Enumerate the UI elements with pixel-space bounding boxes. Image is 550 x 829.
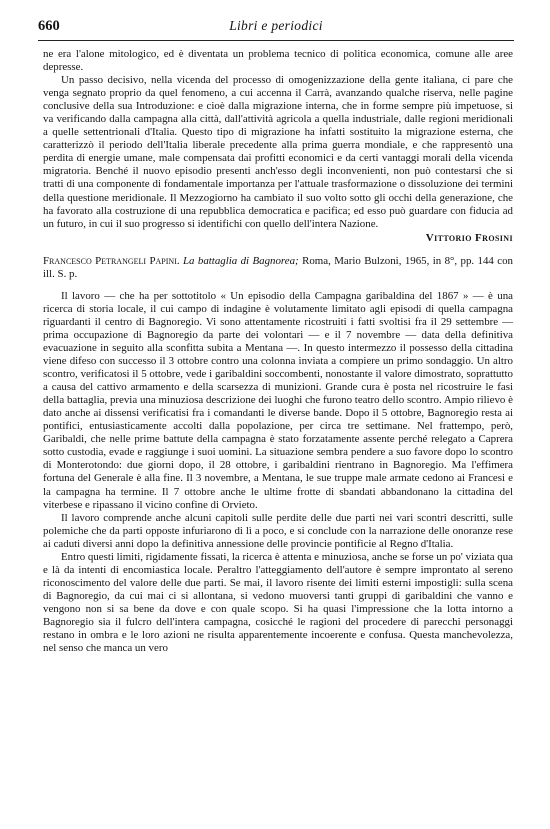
citation-spacer <box>43 281 513 290</box>
review-1-paragraph-2: Un passo decisivo, nella vicenda del processo di omogenizzazione della gente italiana, ci pare che venga segnato proprio da quel fenomeno, a cui accenna il Carrà, avanzando qualche riserva, nelle pagine conclusive della sua Introduzione: e cioè dalla migrazione interna, che in forme sempre più impetuose, si va verificando dalla campagna alla città, dall'attività agricola a quella industriale, dalle regioni meridionali a quelle settentrionali d'Italia. Questo tipo di migrazione ha infatti sostituito la migrazione esterna, che caratterizzò il periodo dell'Italia liberale precedente alla prima guerra mondiale, e che rappresentò una perdita di energie umane, male compensata dai profitti economici e da certi vantaggi morali della vicenda migratoria. Benché il nuovo episodio presenti anch'esso degli inconvenienti, non può contestarsi che si tratti di una componente di fondamentale importanza per l'attuale trasformazione o dissoluzione dei termini della questione meridionale. Il Mezzogiorno ha cambiato il suo volto sotto gli occhi della generazione, che ha favorato alla costruzione di una repubblica democratica e pacifica; ed esso può guardare con fiducia ad un futuro, in cui il suo progresso si identifichi con quello dell'intera Nazione. <box>43 74 513 230</box>
section-spacer <box>43 245 513 255</box>
review-2-paragraph-2: Il lavoro comprende anche alcuni capitoli sulle perdite delle due parti nei vari scontri descritti, sulle polemiche che da parti opposte infuriarono di lì a poco, e si conclude con la narrazione delle onoranze rese ai caduti diversi anni dopo la definitiva annessione delle provincie pontificie al Regno d'Italia. <box>43 511 513 550</box>
review-1 <box>43 48 513 245</box>
review-2-text <box>43 290 513 655</box>
review-1-paragraph-1: ne era l'alone mitologico, ed è diventata un problema tecnico di politica economica, comune alle aree depresse. <box>43 48 513 74</box>
page-header <box>38 18 514 38</box>
running-title: Libri e periodici <box>229 18 323 33</box>
page-number: 660 <box>38 18 60 34</box>
header-rule <box>38 40 514 41</box>
page-body <box>43 48 513 655</box>
review-2-citation <box>43 255 513 281</box>
review-2-paragraph-1: Il lavoro — che ha per sottotitolo « Un episodio della Campagna garibaldina del 1867 » — è una ricerca di storia locale, il cui campo di indagine è volutamente limitato agli episodi di quella campagna riguardanti il centro di Bagnoregio. Vi sono attentamente ricostruiti i fatti svoltisi fra il 29 settembre — prima occupazione di Bagnoregio da parte dei volontari — e il 7 novembre — data della definitiva evacuazione in seguito alla sconfitta subita a Mentana —. In questo intermezzo il possesso della cittadina viene difeso con successo il 3 ottobre contro una colonna inviata a compiere un primo sondaggio. Un altro scontro, verificatosi il 5 ottobre, vede i garibaldini soccombenti, nonostante il valore dimostrato, soprattutto a causa del cattivo armamento e della scarsezza di munizioni. Grande cura è posta nel ricostruire le fasi della battaglia, previa una minuziosa descrizione dei luoghi che furono teatro dello scontro. Ampio rilievo è dato anche ai dissensi verificatisi fra i comandanti le diverse bande. Dopo il 5 ottobre, Bagnoregio resta ai pontifici, entusiasticamente accolti dalla popolazione, per circa tre settimane. Nel frattempo, però, Garibaldi, che nelle prime battute della campagna è stato forzatamente assente perché relegato a Caprera sotto custodia, evade e raggiunge i suoi uomini. La situazione sembra pendere a suo favore dopo lo scontro di Monterotondo: due giorni dopo, il 28 ottobre, i garibaldini rientrano in Bagnoregio. Ma l'effimera fortuna del Generale è alla fine. Il 3 novembre, a Mentana, le sue truppe male armate cedono ai Francesi e la campagna ha termine. Il 7 ottobre anche le ultime frotte di sbandati abbandonano la cittadina del viterbese e ripassano il vicino confine di Orvieto. <box>43 289 513 511</box>
citation-author: Francesco Petrangeli Papini. <box>43 254 180 267</box>
citation-title: La battaglia di Bagnorea; <box>182 254 299 267</box>
review-2-paragraph-3: Entro questi limiti, rigidamente fissati, la ricerca è attenta e minuziosa, anche se forse un po' viziata qua e là da intenti di encomiastica locale. Peraltro l'atteggiamento dell'autore è sempre improntato al sereno riconoscimento del valore delle due parti. Se mai, il lavoro risente dei limiti esterni impostigli: sulla scena di Bagnoregio, da cui mai ci si allontana, si vedono muoversi tanti gruppi di garibaldini che vanno e vengono non si sa bene da dove e con quale scopo. Si ha quasi l'impressione che la lotta intorno a Bagnoregio sia il fulcro dell'intera campagna, cosicché le ragioni del procedere di parecchi personaggi restano in ombra e le loro azioni ne risulta apparentemente incoerente e confusa. Questa manchevolezza, nel senso che manca un vero <box>43 550 513 655</box>
review-1-signature: Vittorio Frosini <box>425 231 513 244</box>
citation-publication: Roma, Mario Bulzoni, 1965, in 8°, pp. 144 con ill. S. p. <box>43 254 513 280</box>
review-2 <box>43 255 513 655</box>
